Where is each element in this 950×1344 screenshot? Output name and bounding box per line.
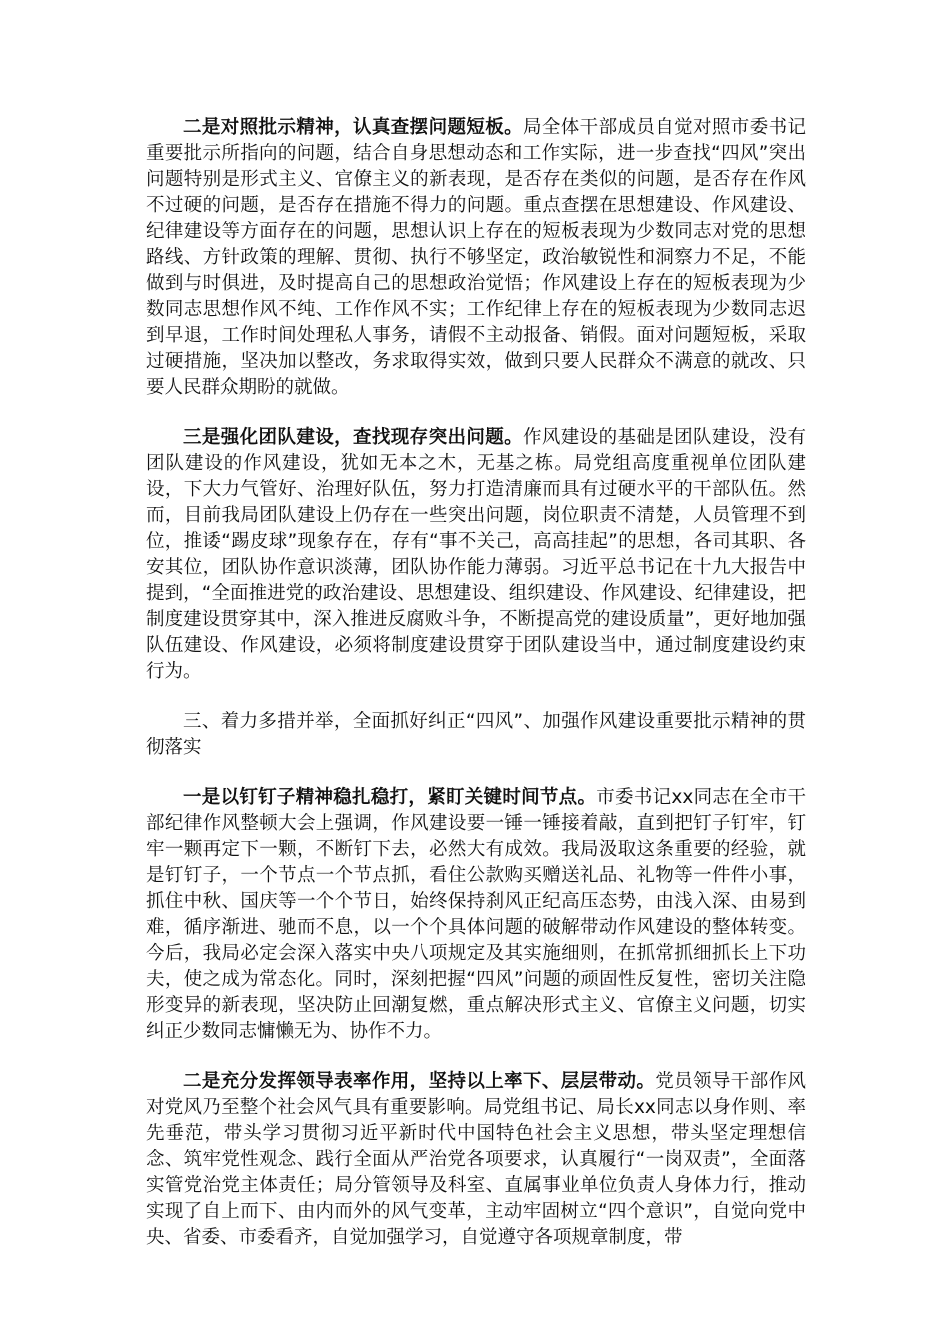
paragraph-body: 市委书记xx同志在全市干部纪律作风整顿大会上强调，作风建设要一锤一锤接着敲，直到把钉子钉牢，钉牢一颗再定下一颗，不断钉下去，必然大有成效。我局汲取这条重要的经验，就是钉钉子，一个节点一个节点抓，看住公款购买赠送礼品、礼物等一件件小事，抓住中秋、国庆等一个个节日，始终保持刹风正纪高压态势，由浅入深、由易到难，循序渐进、驰而不息，以一个个具体问题的破解带动作风建设的整体转变。今后，我局必定会深入落实中央八项规定及其实施细则，在抓常抓细抓长上下功夫，使之成为常态化。同时，深刻把握“四风”问题的顽固性反复性，密切关注隐形变异的新表现，坚决防止回潮复燃，重点解决形式主义、官僚主义问题，切实纠正少数同志慵懒无为、协作不力。 [146,787,806,1042]
paragraph-body: 党员领导干部作风对党风乃至整个社会风气具有重要影响。局党组书记、局长xx同志以身作则、率先垂范，带头学习贯彻习近平新时代中国特色社会主义思想，带头坚定理想信念、筑牢党性观念、践行全面从严治党各项要求，认真履行“一岗双责”，全面落实管党治党主体责任；局分管领导及科室、直属事业单位负责人身体力行，推动实现了自上而下、由内而外的风气变革，主动牢固树立“四个意识”，自觉向党中央、省委、市委看齐，自觉加强学习，自觉遵守各项规章制度，带 [146,1071,806,1248]
paragraph-lead: 三是强化团队建设，查找现存突出问题。 [183,427,524,448]
paragraph-lead: 二是对照批示精神，认真查摆问题短板。 [183,117,524,138]
paragraph-leadership-example [146,1069,806,1251]
paragraph-check-problems [146,115,806,401]
paragraph-body: 局全体干部成员自觉对照市委书记重要批示所指向的问题，结合自身思想动态和工作实际，进一步查找“四风”突出问题特别是形式主义、官僚主义的新表现，是否存在类似的问题，是否存在作风不过硬的问题，是否存在措施不得力的问题。重点查摆在思想建设、作风建设、纪律建设等方面存在的问题，思想认识上存在的短板表现为少数同志对党的思想路线、方针政策的理解、贯彻、执行不够坚定，政治敏锐性和洞察力不足，不能做到与时俱进，及时提高自己的思想政治觉悟；作风建设上存在的短板表现为少数同志思想作风不纯、工作作风不实；工作纪律上存在的短板表现为少数同志迟到早退，工作时间处理私人事务，请假不主动报备、销假。面对问题短板，采取过硬措施，坚决加以整改，务求取得实效，做到只要人民群众不满意的就改、只要人民群众期盼的就做。 [146,117,806,398]
paragraph-nail-spirit [146,785,806,1045]
document-page [146,115,806,1275]
paragraph-lead: 一是以钉钉子精神稳扎稳打，紧盯关键时间节点。 [183,787,597,808]
paragraph-team-building [146,425,806,685]
paragraph-lead: 二是充分发挥领导表率作用，坚持以上率下、层层带动。 [183,1071,656,1092]
section-heading-text: 三、着力多措并举，全面抓好纠正“四风”、加强作风建设重要批示精神的贯彻落实 [146,711,806,758]
section-heading-three [146,709,806,761]
paragraph-body: 作风建设的基础是团队建设，没有团队建设的作风建设，犹如无本之木，无基之栋。局党组高度重视单位团队建设，下大力气管好、治理好队伍，努力打造清廉而具有过硬水平的干部队伍。然而，目前我局团队建设上仍存在一些突出问题，岗位职责不清楚，人员管理不到位，推诿“踢皮球”现象存在，存有“事不关己，高高挂起”的思想，各司其职、各安其位，团队协作意识淡薄，团队协作能力薄弱。习近平总书记在十九大报告中提到，“全面推进党的政治建设、思想建设、组织建设、作风建设、纪律建设，把制度建设贯穿其中，深入推进反腐败斗争，不断提高党的建设质量”，更好地加强队伍建设、作风建设，必须将制度建设贯穿于团队建设当中，通过制度建设约束行为。 [146,427,806,682]
